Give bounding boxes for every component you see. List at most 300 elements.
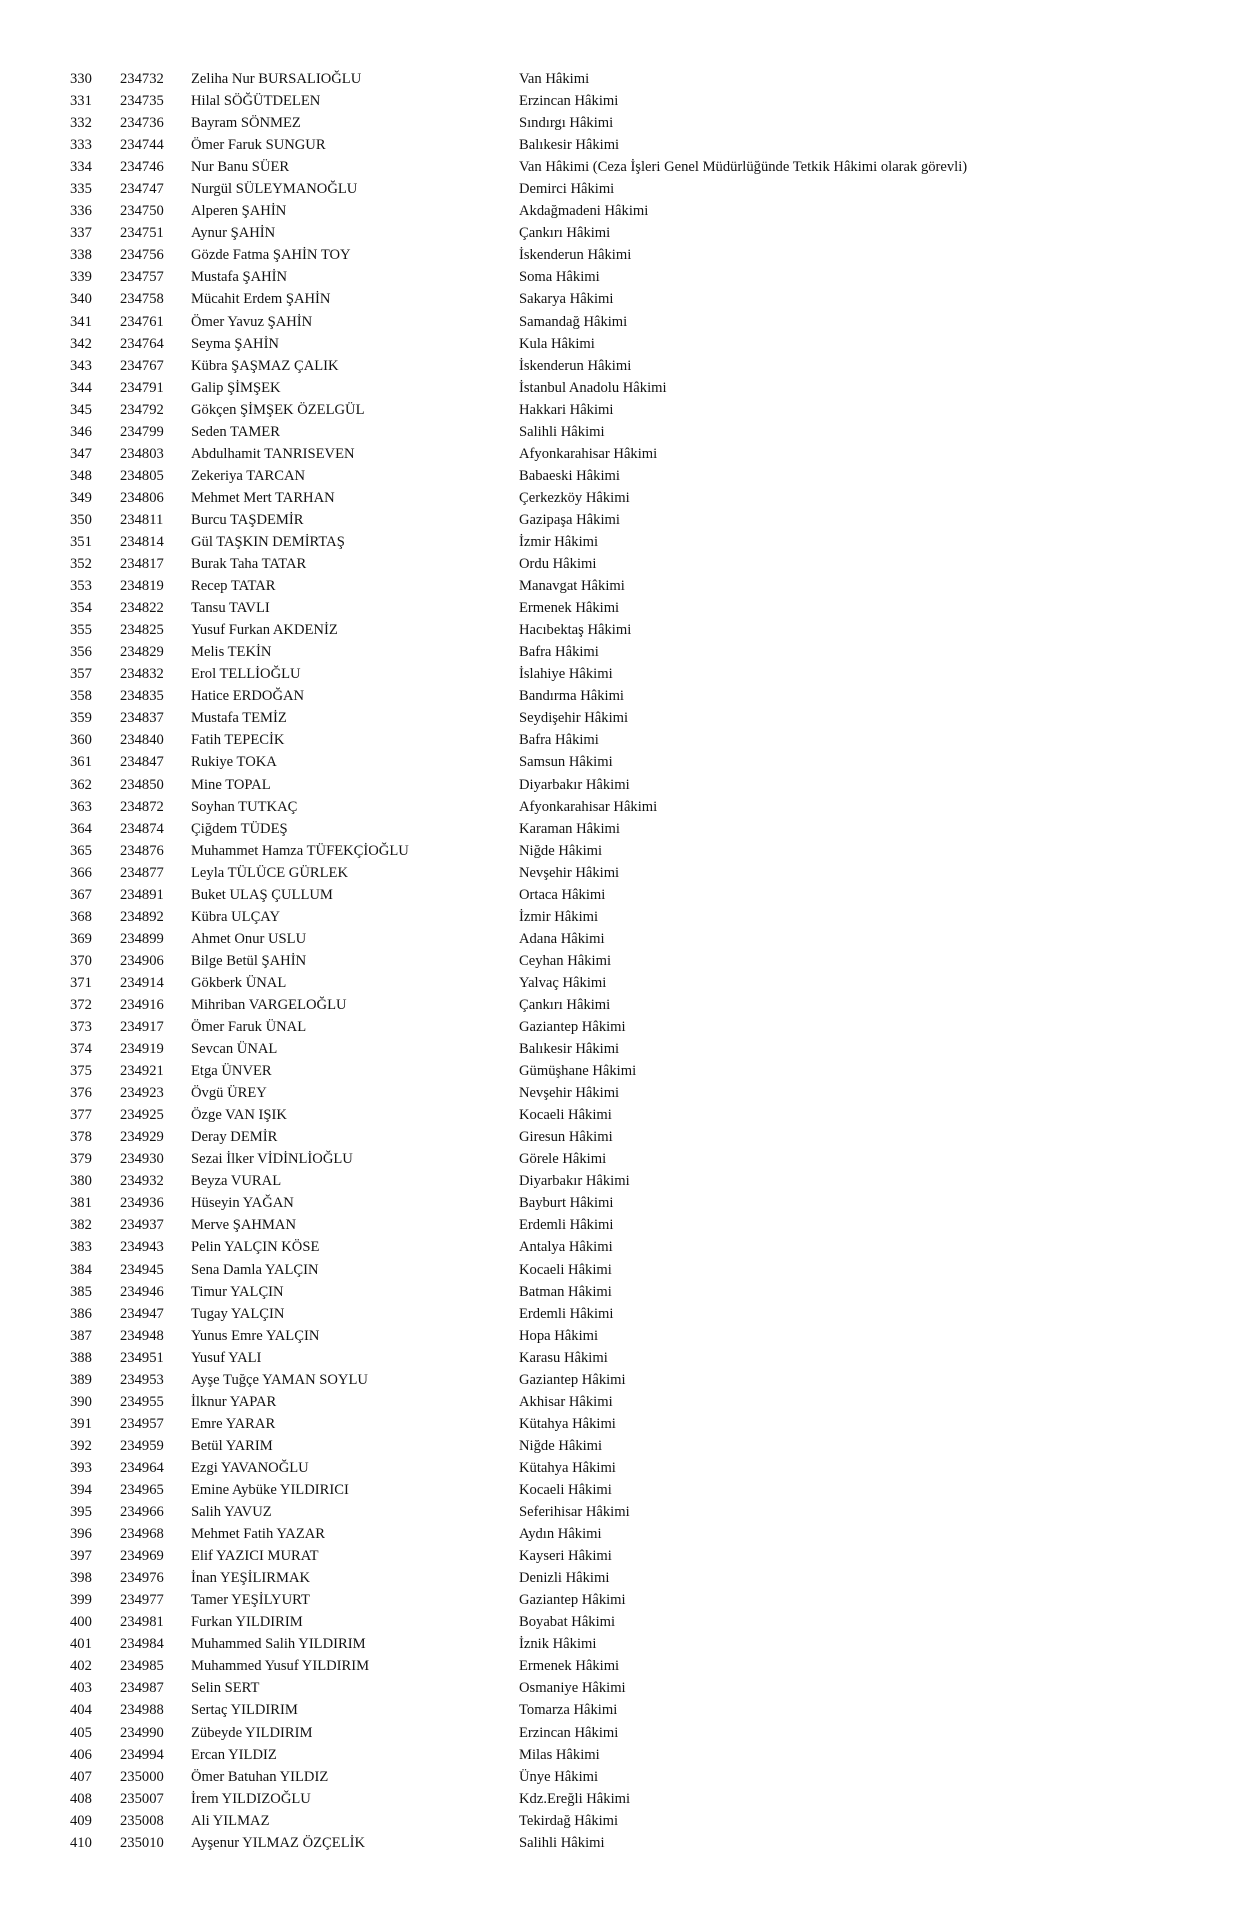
person-name: Gül TAŞKIN DEMİRTAŞ bbox=[191, 533, 345, 550]
person-name: Yusuf Furkan AKDENİZ bbox=[191, 622, 338, 639]
row-number: 391 bbox=[70, 1415, 92, 1432]
person-name: Gözde Fatma ŞAHİN TOY bbox=[191, 247, 351, 264]
registry-number: 234892 bbox=[120, 908, 164, 925]
person-name: Hüseyin YAĞAN bbox=[191, 1195, 294, 1212]
registry-number: 235000 bbox=[120, 1768, 164, 1785]
person-name: Elif YAZICI MURAT bbox=[191, 1548, 319, 1565]
assignment-place: Bandırma Hâkimi bbox=[519, 688, 624, 705]
registry-number: 234805 bbox=[120, 467, 164, 484]
person-name: Burcu TAŞDEMİR bbox=[191, 511, 304, 528]
list-row bbox=[0, 1501, 1252, 1523]
row-number: 337 bbox=[70, 225, 92, 242]
assignment-place: Salihli Hâkimi bbox=[519, 1834, 605, 1851]
row-number: 366 bbox=[70, 864, 92, 881]
registry-number: 234981 bbox=[120, 1614, 164, 1631]
person-name: Burak Taha TATAR bbox=[191, 556, 307, 573]
assignment-place: Kocaeli Hâkimi bbox=[519, 1482, 612, 1498]
registry-number: 234847 bbox=[120, 754, 164, 771]
registry-number: 234914 bbox=[120, 974, 164, 991]
assignment-place: Çankırı Hâkimi bbox=[519, 996, 611, 1013]
registry-number: 234921 bbox=[120, 1063, 164, 1080]
registry-number: 234977 bbox=[120, 1592, 164, 1609]
registry-number: 234825 bbox=[120, 622, 164, 639]
list-row bbox=[0, 1435, 1252, 1457]
assignment-place: Salihli Hâkimi bbox=[519, 423, 605, 440]
row-number: 405 bbox=[70, 1724, 92, 1741]
registry-number: 234803 bbox=[120, 445, 164, 462]
row-number: 389 bbox=[70, 1371, 92, 1388]
person-name: Zeliha Nur BURSALIOĞLU bbox=[191, 71, 362, 87]
row-number: 401 bbox=[70, 1636, 92, 1653]
person-name: Sena Damla YALÇIN bbox=[191, 1261, 319, 1278]
assignment-place: Antalya Hâkimi bbox=[519, 1239, 613, 1256]
list-row bbox=[0, 818, 1252, 840]
list-row bbox=[0, 68, 1252, 90]
list-row bbox=[0, 1281, 1252, 1303]
registry-number: 234985 bbox=[120, 1658, 164, 1675]
row-number: 355 bbox=[70, 622, 92, 639]
registry-number: 234877 bbox=[120, 864, 164, 881]
assignment-place: Tomarza Hâkimi bbox=[519, 1702, 618, 1719]
person-name: Mihriban VARGELOĞLU bbox=[191, 996, 347, 1013]
assignment-place: Nevşehir Hâkimi bbox=[519, 864, 620, 881]
person-name: Alperen ŞAHİN bbox=[191, 203, 287, 220]
row-number: 343 bbox=[70, 357, 92, 374]
registry-number: 234943 bbox=[120, 1239, 164, 1256]
assignment-place: Erdemli Hâkimi bbox=[519, 1305, 614, 1322]
assignment-place: Denizli Hâkimi bbox=[519, 1570, 610, 1587]
person-name: Ömer Faruk ÜNAL bbox=[191, 1019, 307, 1036]
row-number: 369 bbox=[70, 930, 92, 947]
registry-number: 234744 bbox=[120, 137, 164, 154]
list-row bbox=[0, 1391, 1252, 1413]
person-name: Sertaç YILDIRIM bbox=[191, 1702, 298, 1719]
assignment-place: Kdz.Ereğli Hâkimi bbox=[519, 1790, 631, 1807]
list-row bbox=[0, 1633, 1252, 1655]
row-number: 336 bbox=[70, 203, 92, 220]
person-name: Betül YARIM bbox=[191, 1437, 273, 1454]
list-row bbox=[0, 200, 1252, 222]
row-number: 399 bbox=[70, 1592, 92, 1609]
list-row bbox=[0, 377, 1252, 399]
assignment-place: Ortaca Hâkimi bbox=[519, 886, 606, 903]
row-number: 352 bbox=[70, 556, 92, 573]
list-row bbox=[0, 1214, 1252, 1236]
assignment-place: Ermenek Hâkimi bbox=[519, 600, 620, 617]
row-number: 406 bbox=[70, 1746, 92, 1763]
registry-number: 234799 bbox=[120, 423, 164, 440]
person-name: Recep TATAR bbox=[191, 578, 276, 595]
list-row bbox=[0, 840, 1252, 862]
list-row bbox=[0, 421, 1252, 443]
row-number: 341 bbox=[70, 313, 92, 330]
person-name: Yunus Emre YALÇIN bbox=[191, 1327, 320, 1344]
row-number: 372 bbox=[70, 996, 92, 1013]
person-name: Mustafa ŞAHİN bbox=[191, 269, 288, 286]
row-number: 386 bbox=[70, 1305, 92, 1322]
assignment-place: İskenderun Hâkimi bbox=[519, 357, 632, 374]
person-name: Melis TEKİN bbox=[191, 644, 272, 661]
registry-number: 234965 bbox=[120, 1482, 164, 1498]
person-name: Erol TELLİOĞLU bbox=[191, 666, 301, 683]
assignment-place: Balıkesir Hâkimi bbox=[519, 1041, 620, 1058]
row-number: 361 bbox=[70, 754, 92, 771]
person-name: Merve ŞAHMAN bbox=[191, 1217, 296, 1234]
person-name: Muhammed Yusuf YILDIRIM bbox=[191, 1658, 370, 1675]
person-name: Çiğdem TÜDEŞ bbox=[191, 820, 288, 837]
assignment-place: Gazipaşa Hâkimi bbox=[519, 511, 620, 528]
assignment-place: Ermenek Hâkimi bbox=[519, 1658, 620, 1675]
registry-number: 234746 bbox=[120, 159, 164, 176]
row-number: 376 bbox=[70, 1085, 92, 1102]
person-name: İnan YEŞİLIRMAK bbox=[191, 1570, 311, 1587]
list-row bbox=[0, 1325, 1252, 1347]
registry-number: 234829 bbox=[120, 644, 164, 661]
registry-number: 234946 bbox=[120, 1283, 164, 1300]
assignment-place: Diyarbakır Hâkimi bbox=[519, 1173, 630, 1190]
registry-number: 234736 bbox=[120, 115, 164, 132]
person-name: Gökçen ŞİMŞEK ÖZELGÜL bbox=[191, 401, 365, 418]
row-number: 398 bbox=[70, 1570, 92, 1587]
row-number: 363 bbox=[70, 798, 92, 815]
row-number: 347 bbox=[70, 445, 92, 462]
row-number: 331 bbox=[70, 93, 92, 110]
registry-number: 234948 bbox=[120, 1327, 164, 1344]
row-number: 364 bbox=[70, 820, 92, 837]
person-name: Bayram SÖNMEZ bbox=[191, 115, 301, 132]
row-number: 362 bbox=[70, 776, 92, 793]
list-row bbox=[0, 906, 1252, 928]
assignment-place: Gaziantep Hâkimi bbox=[519, 1371, 626, 1388]
assignment-place: Manavgat Hâkimi bbox=[519, 578, 625, 595]
row-number: 403 bbox=[70, 1680, 92, 1697]
registry-number: 234791 bbox=[120, 379, 164, 396]
registry-number: 234966 bbox=[120, 1504, 164, 1521]
assignment-place: Tekirdağ Hâkimi bbox=[519, 1812, 619, 1829]
person-name: Fatih TEPECİK bbox=[191, 732, 285, 749]
assignment-place: Erzincan Hâkimi bbox=[519, 93, 619, 110]
registry-number: 234899 bbox=[120, 930, 164, 947]
assignment-place: Karaman Hâkimi bbox=[519, 820, 620, 837]
row-number: 382 bbox=[70, 1217, 92, 1234]
registry-number: 234747 bbox=[120, 181, 164, 198]
person-name: Beyza VURAL bbox=[191, 1173, 282, 1190]
row-number: 339 bbox=[70, 269, 92, 286]
assignment-place: Çerkezköy Hâkimi bbox=[519, 489, 630, 506]
list-row bbox=[0, 311, 1252, 333]
list-row bbox=[0, 1611, 1252, 1633]
row-number: 365 bbox=[70, 842, 92, 859]
list-row bbox=[0, 1479, 1252, 1501]
person-name: Yusuf YALI bbox=[191, 1349, 262, 1366]
list-row bbox=[0, 1832, 1252, 1854]
row-number: 375 bbox=[70, 1063, 92, 1080]
row-number: 368 bbox=[70, 908, 92, 925]
list-row bbox=[0, 619, 1252, 641]
assignment-place: İznik Hâkimi bbox=[519, 1636, 597, 1653]
assignment-place: Samsun Hâkimi bbox=[519, 754, 613, 771]
registry-number: 234837 bbox=[120, 710, 164, 727]
registry-number: 234919 bbox=[120, 1041, 164, 1058]
row-number: 353 bbox=[70, 578, 92, 595]
person-name: Seyma ŞAHİN bbox=[191, 335, 279, 352]
assignment-place: Niğde Hâkimi bbox=[519, 842, 603, 859]
assignment-place: Sakarya Hâkimi bbox=[519, 291, 614, 308]
list-row bbox=[0, 1810, 1252, 1832]
list-row bbox=[0, 1722, 1252, 1744]
list-row bbox=[0, 597, 1252, 619]
assignment-place: Bafra Hâkimi bbox=[519, 732, 599, 749]
registry-number: 234756 bbox=[120, 247, 164, 264]
registry-number: 234814 bbox=[120, 533, 164, 550]
row-number: 384 bbox=[70, 1261, 92, 1278]
row-number: 346 bbox=[70, 423, 92, 440]
row-number: 360 bbox=[70, 732, 92, 749]
person-name: İrem YILDIZOĞLU bbox=[191, 1790, 311, 1807]
list-row bbox=[0, 1545, 1252, 1567]
registry-number: 234957 bbox=[120, 1415, 164, 1432]
assignment-place: Nevşehir Hâkimi bbox=[519, 1085, 620, 1102]
list-row bbox=[0, 729, 1252, 751]
assignment-place: Görele Hâkimi bbox=[519, 1151, 607, 1168]
assignment-place: Gaziantep Hâkimi bbox=[519, 1019, 626, 1036]
registry-number: 234969 bbox=[120, 1548, 164, 1565]
assignment-place: Balıkesir Hâkimi bbox=[519, 137, 620, 154]
registry-number: 234906 bbox=[120, 952, 164, 969]
list-row bbox=[0, 509, 1252, 531]
assignment-place: Ordu Hâkimi bbox=[519, 556, 597, 573]
registry-number: 234850 bbox=[120, 776, 164, 793]
registry-number: 234761 bbox=[120, 313, 164, 330]
assignment-place: Yalvaç Hâkimi bbox=[519, 974, 607, 991]
list-row bbox=[0, 1192, 1252, 1214]
person-name: Timur YALÇIN bbox=[191, 1283, 284, 1300]
row-number: 408 bbox=[70, 1790, 92, 1807]
list-row bbox=[0, 244, 1252, 266]
row-number: 379 bbox=[70, 1151, 92, 1168]
list-row bbox=[0, 1457, 1252, 1479]
registry-number: 234757 bbox=[120, 269, 164, 286]
registry-number: 234758 bbox=[120, 291, 164, 308]
list-row bbox=[0, 972, 1252, 994]
row-number: 334 bbox=[70, 159, 92, 176]
row-number: 394 bbox=[70, 1482, 92, 1498]
assignment-place: Van Hâkimi bbox=[519, 71, 590, 87]
person-name: Ercan YILDIZ bbox=[191, 1746, 277, 1763]
assignment-place: Sındırgı Hâkimi bbox=[519, 115, 614, 132]
registry-number: 234984 bbox=[120, 1636, 164, 1653]
registry-number: 234936 bbox=[120, 1195, 164, 1212]
row-number: 378 bbox=[70, 1129, 92, 1146]
registry-number: 234976 bbox=[120, 1570, 164, 1587]
assignment-place: Seydişehir Hâkimi bbox=[519, 710, 629, 727]
list-row bbox=[0, 266, 1252, 288]
person-name: Ayşenur YILMAZ ÖZÇELİK bbox=[191, 1834, 366, 1851]
person-name: Ali YILMAZ bbox=[191, 1812, 270, 1829]
row-number: 358 bbox=[70, 688, 92, 705]
person-name: Hilal SÖĞÜTDELEN bbox=[191, 93, 321, 110]
assignment-place: Demirci Hâkimi bbox=[519, 181, 615, 198]
assignment-place: İzmir Hâkimi bbox=[519, 908, 599, 925]
row-number: 397 bbox=[70, 1548, 92, 1565]
registry-number: 234988 bbox=[120, 1702, 164, 1719]
registry-number: 234930 bbox=[120, 1151, 164, 1168]
person-name: Ömer Faruk SUNGUR bbox=[191, 137, 326, 154]
person-name: Muhammed Salih YILDIRIM bbox=[191, 1636, 366, 1653]
row-number: 345 bbox=[70, 401, 92, 418]
assignment-place: Erzincan Hâkimi bbox=[519, 1724, 619, 1741]
registry-number: 234925 bbox=[120, 1107, 164, 1124]
list-row bbox=[0, 531, 1252, 553]
list-row bbox=[0, 1082, 1252, 1104]
row-number: 330 bbox=[70, 71, 92, 87]
row-number: 402 bbox=[70, 1658, 92, 1675]
registry-number: 234872 bbox=[120, 798, 164, 815]
assignment-place: Erdemli Hâkimi bbox=[519, 1217, 614, 1234]
assignment-place: Afyonkarahisar Hâkimi bbox=[519, 798, 658, 815]
list-row bbox=[0, 994, 1252, 1016]
registry-number: 234916 bbox=[120, 996, 164, 1013]
person-name: Muhammet Hamza TÜFEKÇİOĞLU bbox=[191, 842, 409, 859]
list-row bbox=[0, 1038, 1252, 1060]
person-name: Furkan YILDIRIM bbox=[191, 1614, 303, 1631]
row-number: 335 bbox=[70, 181, 92, 198]
assignment-place: İstanbul Anadolu Hâkimi bbox=[519, 379, 667, 396]
row-number: 359 bbox=[70, 710, 92, 727]
list-row bbox=[0, 1699, 1252, 1721]
list-row bbox=[0, 355, 1252, 377]
registry-number: 234735 bbox=[120, 93, 164, 110]
list-row bbox=[0, 575, 1252, 597]
row-number: 370 bbox=[70, 952, 92, 969]
assignment-place: Babaeski Hâkimi bbox=[519, 467, 620, 484]
person-name: Nurgül SÜLEYMANOĞLU bbox=[191, 181, 358, 198]
registry-number: 234876 bbox=[120, 842, 164, 859]
person-name: Tansu TAVLI bbox=[191, 600, 270, 617]
list-row bbox=[0, 685, 1252, 707]
assignment-place: Giresun Hâkimi bbox=[519, 1129, 613, 1146]
list-row bbox=[0, 1766, 1252, 1788]
person-name: Mehmet Mert TARHAN bbox=[191, 489, 335, 506]
list-row bbox=[0, 950, 1252, 972]
person-name: Özge VAN IŞIK bbox=[191, 1107, 287, 1124]
person-name: Zekeriya TARCAN bbox=[191, 467, 306, 484]
assignment-place: Samandağ Hâkimi bbox=[519, 313, 628, 330]
list-row bbox=[0, 1016, 1252, 1038]
list-row bbox=[0, 112, 1252, 134]
person-name: Mustafa TEMİZ bbox=[191, 710, 287, 727]
registry-number: 234987 bbox=[120, 1680, 164, 1697]
person-name: Ömer Yavuz ŞAHİN bbox=[191, 313, 313, 330]
list-row bbox=[0, 751, 1252, 773]
row-number: 344 bbox=[70, 379, 92, 396]
person-name: Emre YARAR bbox=[191, 1415, 276, 1432]
list-row bbox=[0, 707, 1252, 729]
list-row bbox=[0, 796, 1252, 818]
list-row bbox=[0, 884, 1252, 906]
assignment-place: Ceyhan Hâkimi bbox=[519, 952, 612, 969]
row-number: 332 bbox=[70, 115, 92, 132]
registry-number: 234822 bbox=[120, 600, 164, 617]
person-name: Rukiye TOKA bbox=[191, 754, 277, 771]
person-name: Leyla TÜLÜCE GÜRLEK bbox=[191, 864, 348, 881]
assignment-place: Niğde Hâkimi bbox=[519, 1437, 603, 1454]
registry-number: 234792 bbox=[120, 401, 164, 418]
registry-number: 234951 bbox=[120, 1349, 164, 1366]
row-number: 392 bbox=[70, 1437, 92, 1454]
assignment-place: Hakkari Hâkimi bbox=[519, 401, 614, 418]
person-name: Bilge Betül ŞAHİN bbox=[191, 952, 307, 969]
registry-number: 234968 bbox=[120, 1526, 164, 1543]
person-name: Etga ÜNVER bbox=[191, 1063, 272, 1080]
assignment-place: Akdağmadeni Hâkimi bbox=[519, 203, 649, 220]
registry-number: 234953 bbox=[120, 1371, 164, 1388]
person-name: Mehmet Fatih YAZAR bbox=[191, 1526, 326, 1543]
person-name: Sevcan ÜNAL bbox=[191, 1041, 278, 1058]
row-number: 367 bbox=[70, 886, 92, 903]
row-number: 351 bbox=[70, 533, 92, 550]
person-name: Ömer Batuhan YILDIZ bbox=[191, 1768, 329, 1785]
row-number: 377 bbox=[70, 1107, 92, 1124]
assignment-place: Kütahya Hâkimi bbox=[519, 1459, 616, 1476]
assignment-place: Afyonkarahisar Hâkimi bbox=[519, 445, 658, 462]
list-row bbox=[0, 399, 1252, 421]
assignment-place: Soma Hâkimi bbox=[519, 269, 600, 286]
row-number: 371 bbox=[70, 974, 92, 991]
assignment-place: Kula Hâkimi bbox=[519, 335, 595, 352]
row-number: 348 bbox=[70, 467, 92, 484]
person-name: Nur Banu SÜER bbox=[191, 159, 290, 176]
list-row bbox=[0, 1369, 1252, 1391]
person-name: Pelin YALÇIN KÖSE bbox=[191, 1239, 320, 1256]
list-row bbox=[0, 641, 1252, 663]
row-number: 385 bbox=[70, 1283, 92, 1300]
list-row bbox=[0, 134, 1252, 156]
registry-number: 234937 bbox=[120, 1217, 164, 1234]
list-row bbox=[0, 90, 1252, 112]
list-row bbox=[0, 1413, 1252, 1435]
registry-number: 235007 bbox=[120, 1790, 164, 1807]
registry-number: 234990 bbox=[120, 1724, 164, 1741]
list-row bbox=[0, 1104, 1252, 1126]
person-name: Galip ŞİMŞEK bbox=[191, 379, 281, 396]
person-name: Kübra ŞAŞMAZ ÇALIK bbox=[191, 357, 339, 374]
row-number: 342 bbox=[70, 335, 92, 352]
assignment-place: Hopa Hâkimi bbox=[519, 1327, 599, 1344]
registry-number: 234751 bbox=[120, 225, 164, 242]
list-row bbox=[0, 443, 1252, 465]
row-number: 340 bbox=[70, 291, 92, 308]
person-name: İlknur YAPAR bbox=[191, 1393, 277, 1410]
row-number: 380 bbox=[70, 1173, 92, 1190]
list-row bbox=[0, 1170, 1252, 1192]
list-row bbox=[0, 1060, 1252, 1082]
person-name: Deray DEMİR bbox=[191, 1129, 278, 1146]
person-name: Övgü ÜREY bbox=[191, 1085, 267, 1102]
list-row bbox=[0, 1567, 1252, 1589]
person-name: Zübeyde YILDIRIM bbox=[191, 1724, 313, 1741]
appointment-list bbox=[0, 68, 1252, 1854]
registry-number: 234750 bbox=[120, 203, 164, 220]
assignment-place: Seferihisar Hâkimi bbox=[519, 1504, 630, 1521]
assignment-place: Boyabat Hâkimi bbox=[519, 1614, 616, 1631]
registry-number: 234806 bbox=[120, 489, 164, 506]
assignment-place: Gümüşhane Hâkimi bbox=[519, 1063, 637, 1080]
person-name: Selin SERT bbox=[191, 1680, 260, 1697]
row-number: 400 bbox=[70, 1614, 92, 1631]
assignment-place: Kayseri Hâkimi bbox=[519, 1548, 612, 1565]
list-row bbox=[0, 178, 1252, 200]
